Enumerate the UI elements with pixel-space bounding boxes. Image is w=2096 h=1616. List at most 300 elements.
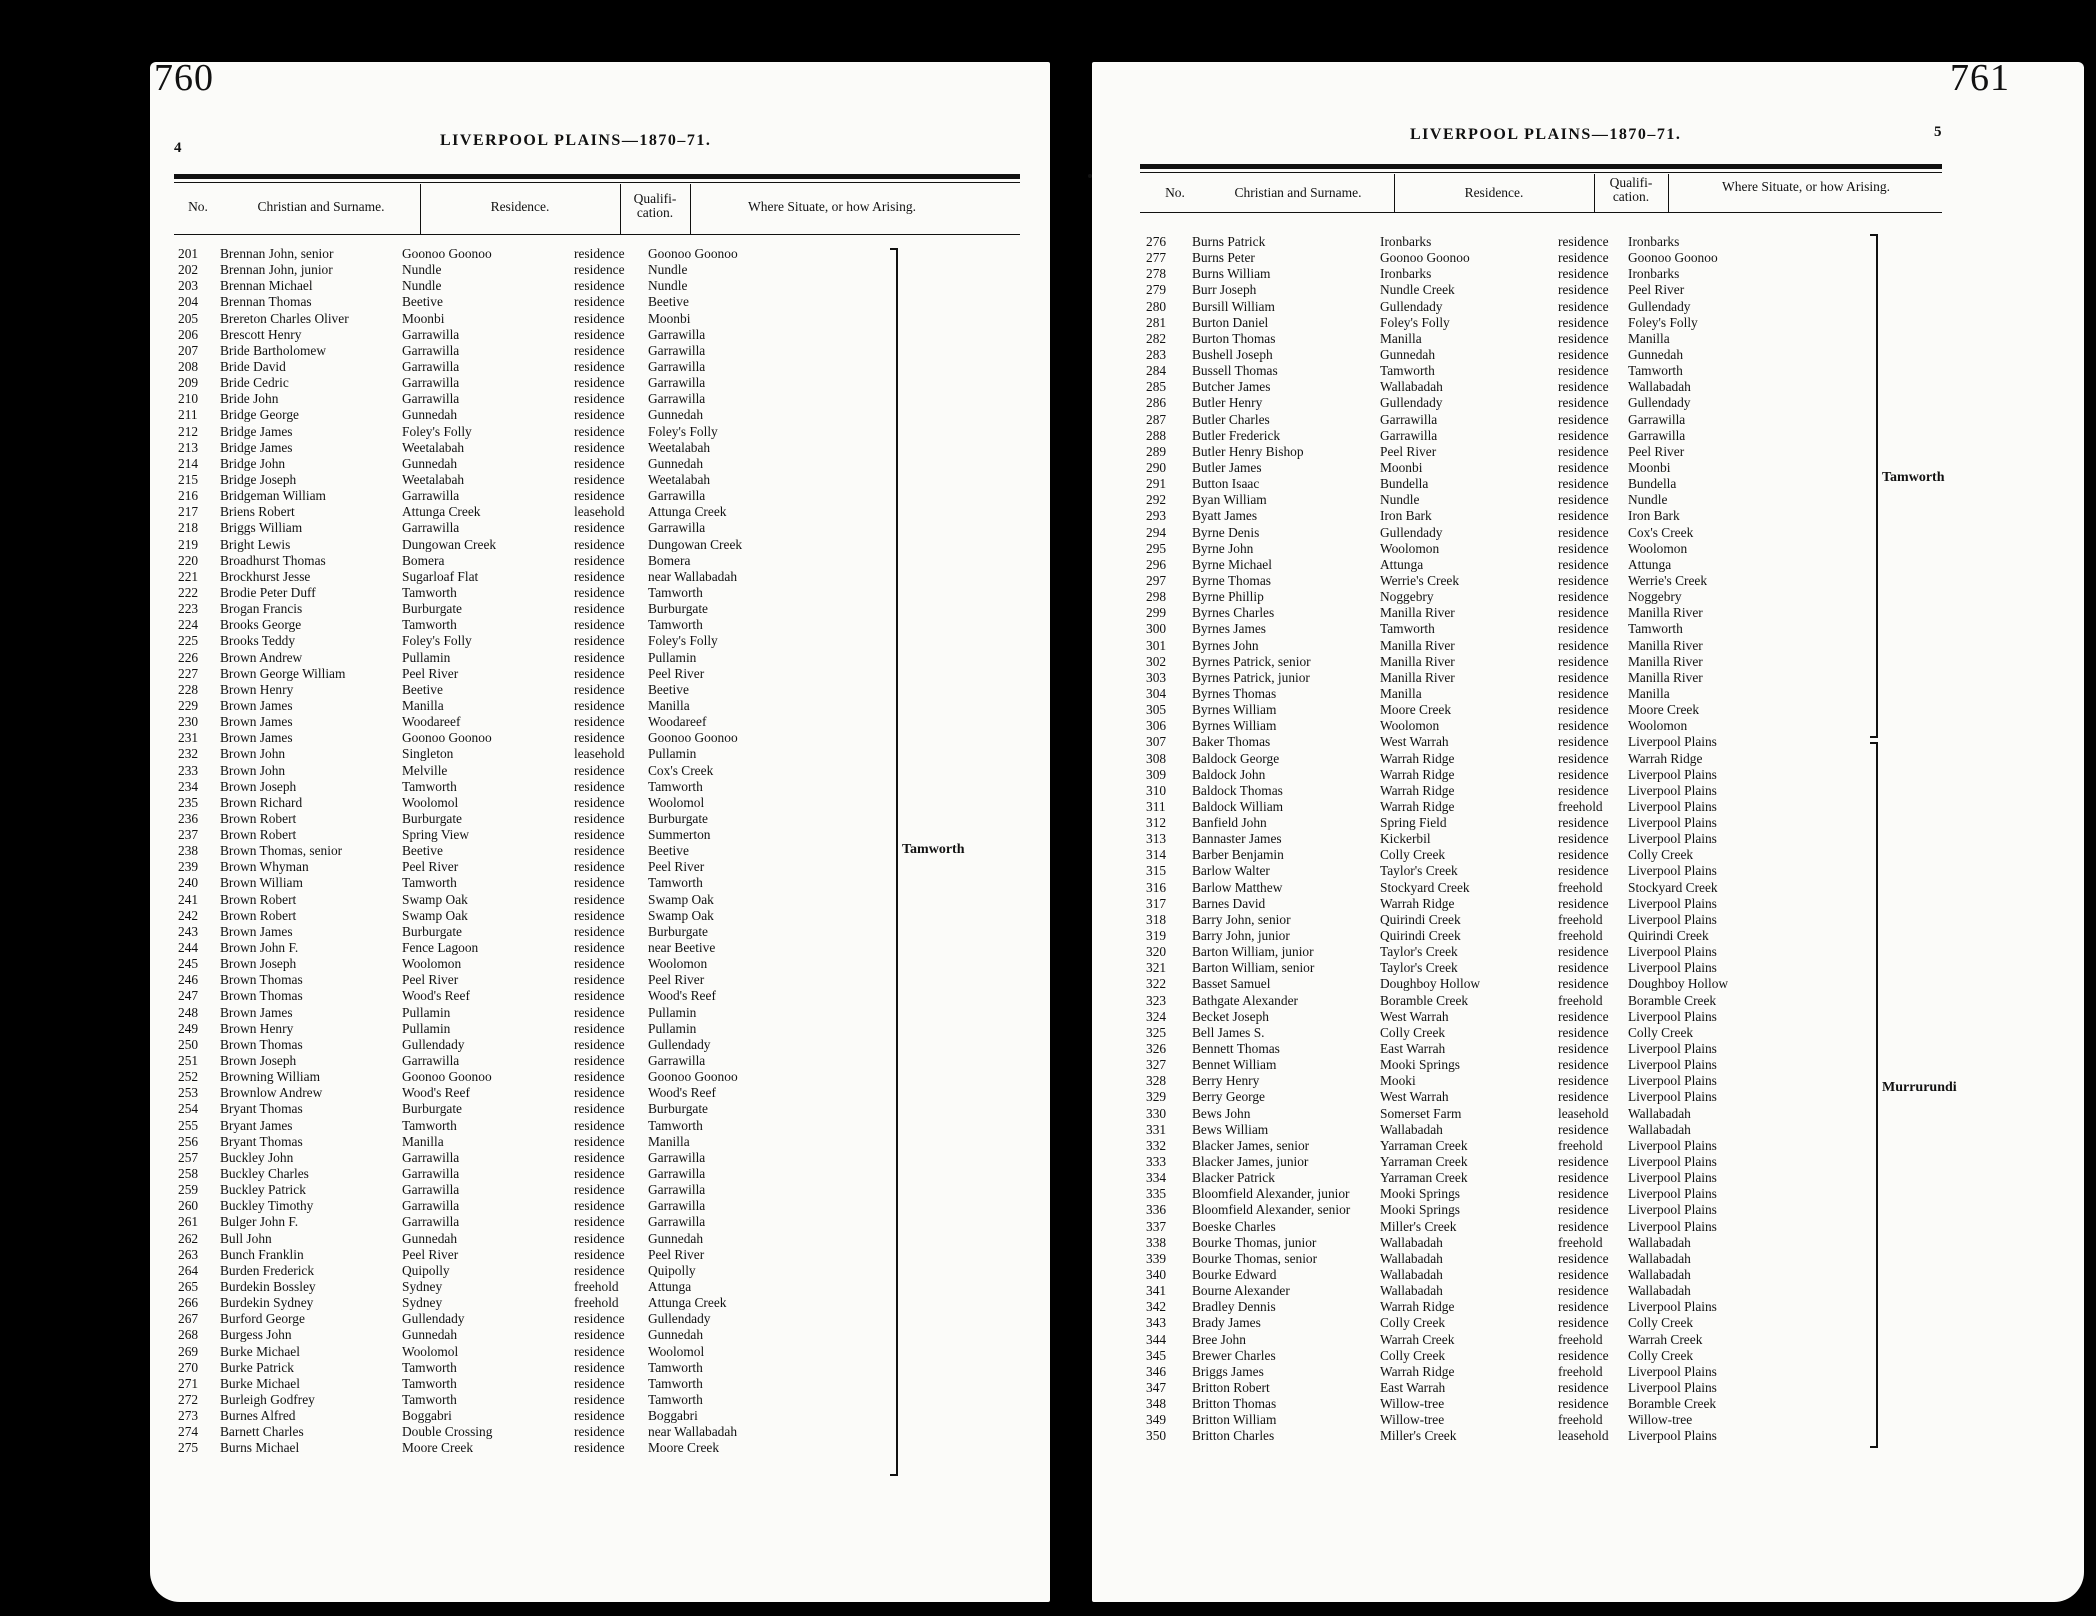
entry-qualification: residence [1558,443,1609,459]
entry-qualification: leasehold [574,504,625,520]
entry-qualification: residence [1558,492,1609,508]
table-row [1146,831,1906,847]
table-row [178,1344,878,1360]
entry-qualification: residence [1558,330,1609,346]
entry-residence: Miller's Creek [1380,1428,1457,1444]
entry-situate: Liverpool Plains [1628,1137,1717,1153]
entry-number: 344 [1146,1331,1167,1347]
entry-qualification: residence [574,1440,625,1456]
entry-situate: Wood's Reef [648,1085,716,1101]
entry-qualification: residence [574,246,625,261]
entry-qualification: leasehold [1558,1428,1609,1444]
entry-residence: West Warrah [1380,1089,1449,1105]
entry-situate: Attunga Creek [648,504,727,520]
column-header-qualification: Qualifi- cation. [1609,175,1653,204]
entry-number: 258 [178,1166,199,1182]
entry-residence: Garrawilla [1380,411,1438,427]
entry-number: 322 [1146,976,1167,992]
entry-number: 266 [178,1295,199,1311]
table-row [1146,751,1906,767]
group-bracket [1870,742,1878,1448]
entry-number: 315 [1146,863,1167,879]
entry-situate: Stockyard Creek [1628,879,1718,895]
entry-name: Byrnes Patrick, junior [1192,669,1310,685]
entry-name: Buckley Timothy [220,1198,314,1214]
page-heading: LIVERPOOL PLAINS—1870–71. [1410,126,1682,143]
entry-residence: West Warrah [1380,1008,1449,1024]
table-row [1146,492,1906,508]
entry-residence: Willow-tree [1380,1412,1445,1428]
entry-qualification: residence [1558,1024,1609,1040]
entry-number: 308 [1146,750,1167,766]
entry-qualification: residence [574,294,625,310]
entry-name: Barlow Walter [1192,863,1270,879]
entry-situate: Gunnedah [648,1327,704,1343]
entry-situate: Garrawilla [648,1166,706,1182]
entry-residence: Yarraman Creek [1380,1170,1468,1186]
entry-situate: Liverpool Plains [1628,1170,1717,1186]
entry-number: 345 [1146,1347,1167,1363]
entry-name: Bourke Thomas, junior [1192,1234,1317,1250]
entry-situate: Manilla River [1628,605,1703,621]
entry-residence: Wallabadah [1380,1283,1443,1299]
table-row [178,1263,878,1279]
table-row [1146,315,1906,331]
entry-qualification: leasehold [574,746,625,762]
column-header-qualification: Qualifi- cation. [633,191,677,220]
entry-name: Brown James [220,1004,293,1020]
entry-name: Burnes Alfred [220,1408,296,1424]
entry-qualification: residence [1558,944,1609,960]
entry-residence: Gunnedah [402,1230,458,1246]
table-row [1146,1364,1906,1380]
entry-situate: Manilla River [1628,637,1703,653]
entry-name: Byatt James [1192,508,1258,524]
entry-name: Byrnes James [1192,621,1267,637]
entry-qualification: residence [574,778,625,794]
entry-situate: Nundle [1628,492,1668,508]
entry-situate: Goonoo Goonoo [1628,250,1718,266]
entry-residence: Gullendady [1380,395,1443,411]
entry-name: Brown Robert [220,907,297,923]
entry-qualification: residence [1558,1008,1609,1024]
entry-name: Brown Joseph [220,1053,297,1069]
entry-number: 305 [1146,702,1167,718]
entry-number: 232 [178,746,199,762]
entry-situate: Tamworth [648,778,703,794]
entry-residence: East Warrah [1380,1379,1446,1395]
entry-qualification: residence [1558,476,1609,492]
entry-residence: Garrawilla [402,520,460,536]
entry-name: Brereton Charles Oliver [220,310,349,326]
entry-qualification: residence [1558,346,1609,362]
entry-residence: Taylor's Creek [1380,863,1458,879]
table-row [1146,347,1906,363]
entry-name: Brown Joseph [220,778,297,794]
table-row [1146,896,1906,912]
entry-situate: Manilla [1628,330,1670,346]
entry-residence: Burburgate [402,1101,462,1117]
table-row [178,472,878,488]
entry-residence: Beetive [402,681,443,697]
entry-situate: near Beetive [648,940,716,956]
entry-qualification: residence [574,375,625,391]
entry-name: Baldock William [1192,798,1284,814]
entry-number: 234 [178,778,199,794]
table-row [178,553,878,569]
table-row [178,1360,878,1376]
entry-qualification: residence [574,358,625,374]
entry-qualification: residence [574,471,625,487]
entry-qualification: residence [574,1311,625,1327]
entry-residence: Spring Field [1380,815,1447,831]
entry-number: 264 [178,1262,199,1278]
entry-name: Brown Henry [220,1020,294,1036]
entry-residence: Peel River [1380,443,1437,459]
header-rule-thin [1140,172,1942,173]
entry-number: 227 [178,665,199,681]
entry-situate: Pullamin [648,1004,697,1020]
entry-number: 335 [1146,1186,1167,1202]
entry-situate: Wallabadah [1628,1267,1691,1282]
entry-name: Blacker James, junior [1192,1154,1309,1170]
table-row [1146,863,1906,879]
entry-situate: Wallabadah [1628,1234,1691,1250]
column-divider [620,184,621,234]
table-row [178,1408,878,1424]
entry-residence: Sugarloaf Flat [402,568,479,584]
entry-number: 329 [1146,1089,1167,1105]
entry-situate: Attunga Creek [648,1295,727,1311]
entry-residence: Quipolly [402,1262,450,1278]
entry-residence: Gunnedah [402,407,458,423]
entry-residence: Moonbi [402,310,445,326]
table-row [178,908,878,924]
entry-qualification: residence [574,1149,625,1165]
entry-qualification: residence [574,1262,625,1278]
table-row [178,972,878,988]
entry-name: Brown Henry [220,681,294,697]
entry-situate: Gunnedah [648,455,704,471]
entry-number: 204 [178,294,199,310]
entry-number: 276 [1146,234,1167,249]
table-row [178,262,878,278]
entry-name: Bridge James [220,423,293,439]
entry-situate: Peel River [648,665,705,681]
entry-qualification: freehold [1558,1234,1603,1250]
entry-number: 331 [1146,1121,1167,1137]
entry-situate: Liverpool Plains [1628,960,1717,976]
entry-name: Barry John, senior [1192,911,1291,927]
entry-residence: Tamworth [402,584,457,600]
entry-name: Bull John [220,1230,272,1246]
entry-name: Brown Thomas, senior [220,843,343,859]
entry-number: 269 [178,1343,199,1359]
entry-residence: Goonoo Goonoo [402,1069,492,1085]
entry-number: 346 [1146,1363,1167,1379]
table-row [178,1069,878,1085]
entry-number: 288 [1146,427,1167,443]
entry-name: Blacker Patrick [1192,1170,1275,1186]
entry-residence: Werrie's Creek [1380,572,1460,588]
entry-situate: Tamworth [648,1359,703,1375]
entry-number: 316 [1146,879,1167,895]
entry-name: Burns Patrick [1192,234,1266,249]
table-row [178,843,878,859]
entry-qualification: residence [574,762,625,778]
entry-number: 228 [178,681,199,697]
entry-situate: Garrawilla [648,391,706,407]
table-row [178,311,878,327]
entry-situate: Pullamin [648,746,697,762]
entry-situate: Liverpool Plains [1628,1186,1717,1202]
entry-name: Brewer Charles [1192,1347,1276,1363]
table-row [178,1440,878,1456]
entry-name: Brennan Michael [220,278,313,294]
table-row [178,375,878,391]
entry-number: 222 [178,584,199,600]
entry-residence: Weetalabah [402,439,465,455]
entry-name: Burke Patrick [220,1359,295,1375]
entry-situate: Wallabadah [1628,1283,1691,1299]
entry-residence: Tamworth [402,1117,457,1133]
entry-situate: Moore Creek [648,1440,720,1456]
entry-qualification: residence [1558,524,1609,540]
entry-residence: Garrawilla [402,1053,460,1069]
entry-name: Barnes David [1192,895,1266,911]
entry-residence: Colly Creek [1380,1347,1446,1363]
entry-qualification: residence [1558,863,1609,879]
column-header-where-situate: Where Situate, or how Arising. [1722,179,1890,194]
entry-situate: Gullendady [648,1036,711,1052]
table-row [1146,767,1906,783]
entry-situate: Colly Creek [1628,1347,1694,1363]
table-row [178,666,878,682]
entry-name: Burns William [1192,266,1271,282]
entry-qualification: residence [574,584,625,600]
entry-name: Basset Samuel [1192,976,1271,992]
entry-number: 273 [178,1408,199,1424]
entry-residence: Nundle [402,262,442,278]
entry-residence: Burburgate [402,923,462,939]
entry-name: Barlow Matthew [1192,879,1283,895]
table-row [178,1376,878,1392]
table-row [1146,299,1906,315]
table-row [178,1166,878,1182]
entry-situate: Liverpool Plains [1628,831,1717,847]
entry-residence: Burburgate [402,810,462,826]
entry-number: 299 [1146,605,1167,621]
entry-situate: Liverpool Plains [1628,766,1717,782]
entry-qualification: residence [574,1214,625,1230]
entry-name: Burton Daniel [1192,314,1269,330]
entry-number: 237 [178,827,199,843]
entry-residence: West Warrah [1380,734,1449,750]
entry-qualification: residence [574,988,625,1004]
table-row [1146,395,1906,411]
header-rule-bottom [174,234,1020,235]
entry-residence: Garrawilla [402,391,460,407]
entry-number: 236 [178,810,199,826]
entry-situate: Woolomol [648,1343,705,1359]
entry-residence: Garrawilla [1380,427,1438,443]
entry-residence: Wood's Reef [402,988,470,1004]
entry-number: 212 [178,423,199,439]
entry-name: Barton William, junior [1192,944,1314,960]
entry-situate: Nundle [648,278,688,294]
entry-residence: Doughboy Hollow [1380,976,1481,992]
entry-residence: Burburgate [402,601,462,617]
table-row [1146,266,1906,282]
entry-number: 291 [1146,476,1167,492]
table-row [178,407,878,423]
entry-qualification: residence [574,891,625,907]
table-row [178,537,878,553]
entry-name: Buckley Patrick [220,1182,306,1198]
entry-number: 349 [1146,1412,1167,1428]
table-row [178,730,878,746]
bracket-label: Murrurundi [1882,1080,1957,1095]
entry-number: 280 [1146,298,1167,314]
entry-qualification: residence [1558,750,1609,766]
entry-qualification: residence [574,714,625,730]
table-row [1146,1332,1906,1348]
entry-qualification: residence [1558,250,1609,266]
entry-name: Brown Thomas [220,988,303,1004]
entry-name: Bridge Joseph [220,471,297,487]
table-row [178,424,878,440]
entry-name: Byrne Phillip [1192,589,1264,605]
entry-residence: Wallabadah [1380,1250,1443,1266]
entry-qualification: residence [574,601,625,617]
entry-residence: Kickerbil [1380,831,1431,847]
entry-name: Baker Thomas [1192,734,1271,750]
entry-situate: Pullamin [648,1020,697,1036]
table-row [178,763,878,779]
entry-number: 294 [1146,524,1167,540]
entry-situate: Gullendady [1628,298,1691,314]
entry-qualification: residence [1558,363,1609,379]
entry-qualification: residence [1558,1073,1609,1089]
entry-number: 230 [178,714,199,730]
table-row [1146,734,1906,750]
entry-situate: Colly Creek [1628,1315,1694,1331]
entry-number: 268 [178,1327,199,1343]
entry-situate: Liverpool Plains [1628,1041,1717,1057]
entry-qualification: residence [574,1198,625,1214]
entry-number: 201 [178,246,199,261]
entry-residence: Goonoo Goonoo [402,730,492,746]
entry-residence: Melville [402,762,448,778]
entry-name: Butler Henry [1192,395,1263,411]
entry-qualification: residence [574,1391,625,1407]
entry-number: 283 [1146,346,1167,362]
entries-list [1146,234,1906,1445]
entry-situate: Liverpool Plains [1628,782,1717,798]
entry-number: 278 [1146,266,1167,282]
entry-qualification: residence [574,439,625,455]
entry-residence: Noggebry [1380,589,1434,605]
table-row [178,343,878,359]
entry-number: 260 [178,1198,199,1214]
group-bracket [890,248,898,1476]
table-row [1146,525,1906,541]
entry-qualification: residence [1558,718,1609,734]
entry-residence: Gullendady [402,1311,465,1327]
entry-situate: Gullendady [648,1311,711,1327]
table-row [178,1392,878,1408]
right-page [1092,57,2084,1602]
entry-number: 289 [1146,443,1167,459]
entry-qualification: residence [1558,395,1609,411]
entry-number: 324 [1146,1008,1167,1024]
entry-situate: Moore Creek [1628,702,1700,718]
table-row [178,617,878,633]
entry-number: 233 [178,762,199,778]
table-row [1146,847,1906,863]
entry-name: Bursill William [1192,298,1275,314]
entry-qualification: residence [1558,1283,1609,1299]
entry-number: 245 [178,956,199,972]
entry-name: Britton Thomas [1192,1396,1277,1412]
table-row [1146,944,1906,960]
entry-qualification: residence [1558,1170,1609,1186]
column-header-where-situate: Where Situate, or how Arising. [748,199,916,214]
entry-situate: near Wallabadah [648,568,738,584]
entry-situate: Garrawilla [648,488,706,504]
entry-situate: Liverpool Plains [1628,1057,1717,1073]
table-row [1146,880,1906,896]
table-row [1146,1186,1906,1202]
entry-qualification: residence [1558,234,1609,249]
entry-qualification: freehold [1558,798,1603,814]
table-row [1146,557,1906,573]
entry-qualification: residence [574,1246,625,1262]
entry-situate: Wallabadah [1628,379,1691,395]
entry-situate: Attunga [648,1279,692,1294]
entry-name: Brown Thomas [220,1036,303,1052]
entry-name: Brescott Henry [220,326,302,342]
entry-number: 271 [178,1375,199,1391]
entry-qualification: residence [574,488,625,504]
table-row [178,585,878,601]
entry-residence: Manilla [402,697,444,713]
entry-name: Bloomfield Alexander, junior [1192,1186,1350,1202]
entry-name: Brown Thomas [220,972,303,988]
table-row [178,1005,878,1021]
entry-situate: Attunga [1628,556,1672,572]
entry-situate: Burburgate [648,601,708,617]
entry-situate: Ironbarks [1628,266,1680,282]
entry-situate: Beetive [648,294,689,310]
entry-situate: Liverpool Plains [1628,944,1717,960]
entry-qualification: residence [1558,540,1609,556]
entry-name: Bridge John [220,455,286,471]
table-row [1146,1073,1906,1089]
entry-number: 220 [178,552,199,568]
entry-number: 255 [178,1117,199,1133]
entry-residence: Woolomon [402,956,462,972]
table-row [1146,621,1906,637]
entry-qualification: residence [1558,508,1609,524]
entry-residence: Double Crossing [402,1424,493,1440]
entry-qualification: residence [574,342,625,358]
entry-name: Butler Frederick [1192,427,1281,443]
entry-name: Brown Robert [220,891,297,907]
entry-residence: Garrawilla [402,1214,460,1230]
entry-situate: Boramble Creek [1628,992,1717,1008]
entry-situate: Liverpool Plains [1628,1154,1717,1170]
